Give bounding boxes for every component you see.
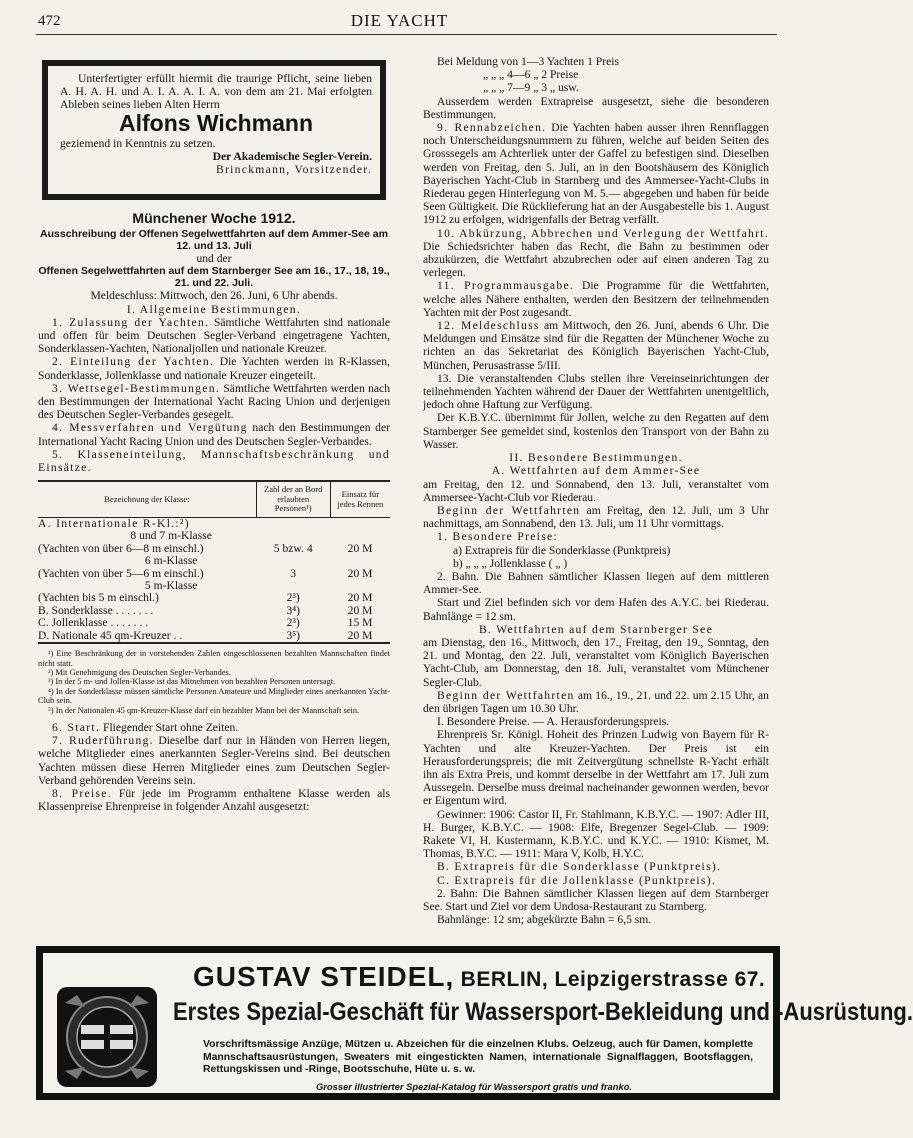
ad-street: Leipzigerstrasse 67. (554, 968, 766, 991)
section-a-prize-a: a) Extrapreis für die Sonderklasse (Punktpreis) (453, 543, 671, 557)
table-cell-class: A. Internationale R-Kl.:²) (38, 517, 190, 531)
class-table (38, 480, 390, 644)
obituary-signature: Brinckmann, Vorsitzender. (215, 163, 372, 177)
journal-title: DIE YACHT (350, 11, 449, 30)
paragraph-14: Der K.B.Y.C. übernimmt für Jollen, welche zu den Regatten auf dem Starnberger See gemeldet sind, kostenlos den Transport von der Bahn zu Wasser. (423, 411, 769, 451)
table-cell-persons: 3 (290, 566, 297, 580)
prize-line-2: „ „ „ 4—6 „ 2 Preise (483, 68, 579, 82)
woche-title: Münchener Woche 1912. (132, 210, 296, 226)
table-cell-fee: 20 M (347, 566, 373, 580)
paragraph-6: 6. Start. Fliegender Start ohne Zeiten. (52, 720, 239, 734)
ad-slogan: Erstes Spezial-Geschäft für Wassersport-Bekleidung und -Ausrüstung. (173, 997, 913, 1026)
table-body (38, 518, 390, 644)
table-cell-class: 6 m-Klasse (144, 554, 198, 568)
table-row (38, 530, 390, 542)
section-heading-2: II. Besondere Bestimmungen. (509, 451, 683, 465)
table-cell-fee: 20 M (347, 541, 373, 555)
table-cell-class: (Yachten von über 5—6 m einschl.) (38, 566, 204, 580)
footnote: ²) Mit Genehmigung des Deutschen Segler-Verbandes. (48, 667, 231, 677)
table-row (38, 543, 390, 555)
advertisement (36, 946, 913, 1100)
table-row (38, 568, 390, 580)
ad-catalog: Grosser illustrierter Spezial-Katalog für Wassersport gratis und franko. (315, 1081, 633, 1092)
paragraph-4: 4. Messverfahren und Vergütung nach den Bestimmungen der International Yacht Racing Union und des Deutschen Segler-Verbandes. (38, 421, 390, 448)
ad-headline (193, 961, 765, 993)
obituary-box (42, 60, 386, 200)
table-cell-fee: 20 M (347, 591, 373, 605)
obituary-closing: geziemend in Kenntnis zu setzen. (60, 136, 216, 150)
paragraph-9: 9. Rennabzeichen. Die Yachten haben ausser ihren Rennflaggen noch Unterscheidungsnummern zu führen, welche auf beiden Seiten des Grosssegels am Achterliek unter der Gaffel zu befestigen sind. Dieselben werden von Freitag, den 5. Juli, an in den Bootshäusern des Königlich Bayerischen Yacht-Club in Starnberg und des Ammersee-Yacht-Clubs in Riederau gegen Hinterlegung von M. 5.— abgegeben und haben für beide Seen Gültigkeit. Die Rücklieferung hat an der Ausgabestelle bis 1. August 1912 zu erfolgen, widrigenfalls der Betrag verfällt. (423, 121, 769, 227)
ad-city: BERLIN, (460, 968, 549, 991)
table-row (38, 592, 390, 604)
paragraph-7: 7. Ruderführung. Dieselbe darf nur in Händen von Herren liegen, welche Mitglieder eines anerkannten Segler-Vereins sind. Bei deutschen Yachten müssen diese Herren Mitglieder eines zum Deutschen Segler-Verband gehörenden Vereins sein. (38, 734, 390, 787)
section-b-honor-prize: Ehrenpreis Sr. Königl. Hoheit des Prinzen Ludwig von Bayern für R-Yachten und alte Kreuzer-Yachten. Der Preis ist ein Herausforderungspreis; die mit Zeitvergütung schnellste R-Yacht erhält ihn als Extra Preis, und kommt derselbe in der Wettfahrt am 17. Juli zum Aussegeln. Derselbe muss dreimal nacheinander gewonnen werden, bevor er Eigentum wird. (423, 728, 769, 808)
prize-note: Ausserdem werden Extrapreise ausgesetzt, siehe die besonderen Bestimmungen. (423, 94, 769, 121)
table-cell-persons: 2³) (286, 591, 300, 605)
section-b-length: Bahnlänge: 12 sm; abgekürzte Bahn = 6,5 sm. (437, 913, 652, 927)
table-header-fee: Einsatz für jedes Rennen (330, 481, 390, 517)
page-number: 472 (38, 13, 61, 29)
footnote: ¹) Eine Beschränkung der in vorstehenden Zahlen eingeschlossenen bezahlten Mannschaften findet nicht statt. (38, 649, 390, 668)
table-header-persons: Zahl der an Bord erlaubten Personen¹) (256, 481, 330, 517)
footnote: ⁵) In der Nationalen 45 qm-Kreuzer-Klasse darf ein bezahlter Mann bei der Mannschaft sein. (48, 705, 360, 715)
prize-line-1: Bei Meldung von 1—3 Yachten 1 Preis (437, 55, 619, 68)
table-cell-persons: 3⁴) (286, 603, 301, 617)
section-b-start: Beginn der Wettfahrten am 16., 19., 21. und 22. um 2.15 Uhr, an den übrigen Tagen um 10.30 Uhr. (423, 688, 769, 715)
club-emblem-icon (55, 985, 159, 1089)
ad-body: Vorschriftsmässige Anzüge, Mützen u. Abzeichen für die einzelnen Klubs. Oelzeug, auch für Damen, komplette Mannschaftsausrüstungen, Sweaters mit eingestickten Namen, internationale Signalflaggen, Bootsflaggen, Rettungskissen und -Ringe, Bootsschuhe, Hüte u. s. w. (203, 1039, 753, 1076)
table-cell-class: C. Jollenklasse . . . . . . . (38, 616, 149, 630)
header-rule (36, 34, 777, 35)
section-heading-1: I. Allgemeine Bestimmungen. (126, 302, 302, 316)
table-cell-fee (330, 518, 390, 531)
section-b-heading: B. Wettfahrten auf dem Starnberger See (478, 622, 714, 636)
section-a-start: Beginn der Wettfahrten am Freitag, den 12. Juli, um 3 Uhr nachmittags, am Sonnabend, den 13. Juli, um 11 Uhr vormittags. (423, 503, 769, 531)
table-cell-fee (330, 530, 390, 542)
paragraph-11: 11. Programmausgabe. Die Programme für die Wettfahrten, welche alles Nähere enthalten, werden den Besitzern der teilnehmenden Yachten mit der Post zugesandt. (423, 279, 769, 319)
section-b-extra-b: B. Extrapreis für die Sonderklasse (Punktpreis). (437, 860, 722, 874)
table-cell-class: B. Sonderklasse . . . . . . . (38, 603, 154, 617)
paragraph-1: 1. Zulassung der Yachten. Sämtliche Wettfahrten sind nationale und offen für beim Deutschen Segler-Verband eingetragene Yachten, Sonderklassen-Yachten, Nationaljollen und nationale Kreuzer. (38, 315, 390, 356)
paragraph-2: 2. Einteilung der Yachten. Die Yachten werden in R-Klassen, Sonderklasse, Jollenklasse und nationale Kreuzer eingeteilt. (38, 355, 390, 382)
section-a-dates: am Freitag, den 12. und Sonnabend, den 13. Juli, veranstaltet vom Ammersee-Yacht-Club vor Riederau. (423, 477, 769, 504)
table-cell-persons (256, 555, 330, 567)
left-column (38, 40, 390, 813)
paragraph-3: 3. Wettsegel-Bestimmungen. Sämtliche Wettfahrten werden nach den Bestimmungen der International Yacht Racing Union und derjenigen des Deutschen Segler-Verbandes gesegelt. (38, 381, 390, 422)
section-b-course: 2. Bahn: Die Bahnen sämtlicher Klassen liegen auf dem Starnberger See. Start und Ziel vor dem Undosa-Restaurant zu Starnberg. (423, 886, 769, 913)
footnotes (38, 649, 390, 715)
right-column (423, 55, 769, 926)
paragraph-8: 8. Preise. Für jede im Programm enthaltene Klasse werden als Klassenpreise Ehrenpreise in folgender Anzahl ausgesetzt: (38, 786, 390, 814)
paragraph-12: 12. Meldeschluss am Mittwoch, den 26. Juni, abends 6 Uhr. Die Meldungen und Einsätze sind für die Regatten der Münchener Woche zu richten an das Sekretariat des Königlich Bayerischen Yacht-Club, München, Perusastrasse 5/III. (423, 319, 769, 372)
table-row (38, 555, 390, 567)
table-cell-persons: 5 bzw. 4 (273, 541, 313, 555)
table-cell-fee: 15 M (347, 616, 373, 630)
table-cell-fee: 20 M (330, 630, 390, 643)
table-cell-class: (Yachten von über 6—8 m einschl.) (38, 541, 204, 555)
table-cell-class: D. Nationale 45 qm-Kreuzer . . (38, 630, 256, 643)
section-b-winners: Gewinner: 1906: Castor II, Fr. Stahlmann, K.B.Y.C. — 1907: Adler III, H. Burger, K.B.Y.C. — 1908: Elfe, Bregenzer Segel-Club. — 1909: Rakete VI, H. Kustermann, K.B.Y.C. und K.Y.C. — 1910: Kismet, M. Thomas, B.Y.C. — 1911: Mara V, Kolb, H.Y.C. (423, 807, 769, 861)
table-row (38, 617, 390, 629)
table-cell-fee: 20 M (347, 603, 373, 617)
section-b-extra-c: C. Extrapreis für die Jollenklasse (Punktpreis). (437, 873, 717, 887)
prize-line-3: „ „ „ 7—9 „ 3 „ usw. (483, 81, 579, 95)
table-cell-fee (330, 555, 390, 567)
obituary-name: Alfons Wichmann (118, 109, 314, 136)
section-a-start-finish: Start und Ziel befinden sich vor dem Hafen des A.Y.C. bei Riederau. Bahnlänge = 12 sm. (423, 596, 769, 623)
table-cell-persons: 3⁵) (256, 630, 330, 643)
table-cell-persons (256, 530, 330, 542)
section-b-prizes: I. Besondere Preise. — A. Herausforderungspreis. (437, 715, 670, 729)
obituary-club: Der Akademische Segler-Verein. (212, 150, 372, 164)
table-header-class: Bezeichnung der Klasse: (38, 481, 256, 517)
section-a-prize-b: b) „ „ „ Jollenklasse ( „ ) (453, 556, 568, 570)
woche-sub2: Offenen Segelwettfahrten auf dem Starnberger See am 16., 17., 18, 19., 21. und 22. Juli. (38, 265, 390, 290)
woche-sub1: Ausschreibung der Offenen Segelwettfahrten auf dem Ammer-See am 12. und 13. Juli (40, 228, 388, 253)
ad-company-name: GUSTAV STEIDEL, (193, 961, 455, 992)
section-a-course: 2. Bahn. Die Bahnen sämtlicher Klassen liegen auf dem mittleren Ammer-See. (423, 569, 770, 597)
section-a-prizes: 1. Besondere Preise: (437, 530, 558, 544)
table-row (38, 630, 390, 643)
footnote: ⁴) In der Sonderklasse müssen sämtliche Personen Amateure und Mitglieder eines anerkannten Yacht-Club sein. (38, 686, 390, 706)
obituary-intro: Unterfertigter erfüllt hiermit die traurige Pflicht, seine lieben A. H. A. H. und A. I. A. A. I. A. von dem am 21. Mai erfolgten Ableben seines lieben Alten Herrn (60, 72, 372, 112)
paragraph-10: 10. Abkürzung, Abbrechen und Verlegung der Wettfahrt. Die Schiedsrichter haben das Recht, die Bahn zu bestimmen oder abzukürzen, die Wettfahrt abzubrechen oder auf einen anderen Tag zu verlegen. (423, 226, 769, 280)
table-cell-class: 8 und 7 m-Klasse (130, 529, 212, 543)
paragraph-5: 5. Klasseneinteilung, Mannschaftsbeschränkung und Einsätze. (38, 447, 390, 475)
table-row (38, 518, 390, 531)
footnote: ³) In der 5 m- und Jollen-Klasse ist das Mitnehmen von bezahlten Personen untersagt. (48, 677, 336, 687)
table-cell-class: (Yachten bis 5 m einschl.) (38, 591, 159, 605)
paragraph-13: 13. Die veranstaltenden Clubs stellen ihre Vereinseinrichtungen der teilnehmenden Yachten während der Dauer der Wettfahrten unentgeltlich, jedoch ohne Haftung zur Verfügung. (423, 371, 769, 412)
woche-meldeschluss: Meldeschluss: Mittwoch, den 26. Juni, 6 Uhr abends. (90, 289, 338, 303)
woche-und: und der (196, 252, 232, 266)
table-cell-class: 5 m-Klasse (144, 579, 198, 593)
section-a-heading: A. Wettfahrten auf dem Ammer-See (491, 464, 701, 478)
section-b-dates: am Dienstag, den 16., Mittwoch, den 17., Freitag, den 19., Sonntag, den 21. und Montag, den 22. Juli, veranstaltet vom Königlich Bayerischen Yacht-Club, am Donnerstag, den 18. Juli, veranstaltet vom Münchener Segler-Club. (423, 635, 769, 689)
table-cell-persons (256, 518, 330, 531)
table-cell-persons: 2³) (286, 616, 300, 630)
